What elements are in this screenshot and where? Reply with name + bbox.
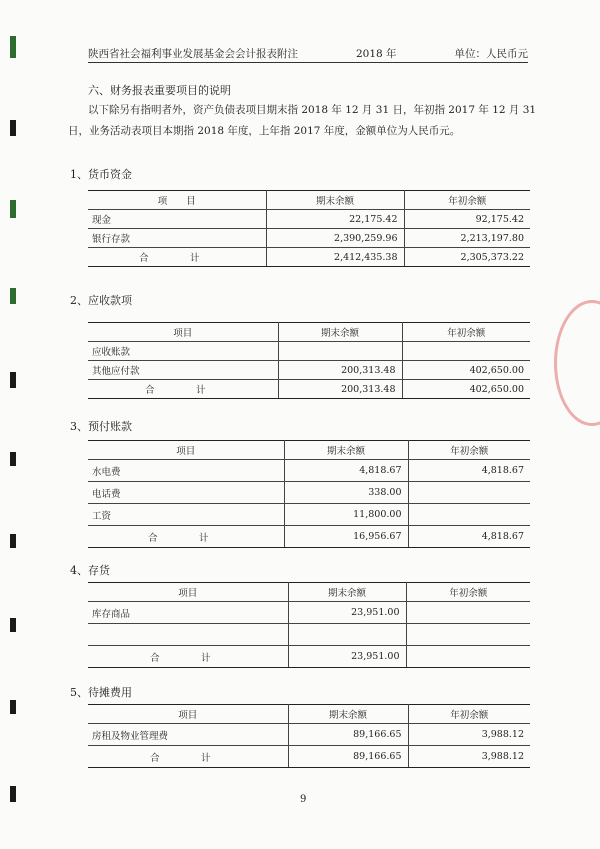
opening-balance: 92,175.42: [404, 210, 530, 229]
cash-table: [88, 190, 530, 267]
col-header: 期末余额: [266, 191, 404, 210]
row-label: 银行存款: [88, 229, 266, 248]
row-label: 工资: [88, 504, 284, 526]
prepayments-table: [88, 440, 530, 548]
page-header: [88, 46, 528, 63]
binder-mark: [10, 786, 16, 802]
binder-mark: [10, 200, 16, 218]
opening-balance: [408, 482, 530, 504]
deferred-table: [88, 704, 530, 768]
col-header: 期末余额: [288, 583, 406, 602]
total-label: 合 计: [88, 380, 278, 399]
intro-paragraph: 以下除另有指明者外，资产负债表项目期末指 2018 年 12 月 31 日，年初指 2017 年 12 月 31 日，业务活动表项目本期指 2018 年度，上年指 2017 年度，金额单位为人民币元。: [68, 104, 537, 137]
table-row: [88, 229, 530, 248]
col-header: 年初余额: [408, 705, 530, 724]
total-ending: 2,412,435.38: [266, 248, 404, 267]
total-row: [88, 380, 530, 399]
total-row: [88, 526, 530, 548]
table-header-row: [88, 323, 530, 342]
currency-unit: 单位：人民币元: [454, 48, 528, 60]
row-label: 其他应付款: [88, 361, 278, 380]
table-header-row: [88, 191, 530, 210]
row-label: 电话费: [88, 482, 284, 504]
total-label: 合 计: [88, 248, 266, 267]
page-number: 9: [300, 794, 307, 805]
table-row: [88, 210, 530, 229]
inventory-table: [88, 582, 530, 668]
opening-balance: 2,213,197.80: [404, 229, 530, 248]
total-opening: 2,305,373.22: [404, 248, 530, 267]
total-opening: 402,650.00: [402, 380, 530, 399]
row-label: [88, 624, 288, 646]
table-row: [88, 342, 530, 361]
total-ending: 89,166.65: [288, 746, 408, 768]
row-label: 应收账款: [88, 342, 278, 361]
col-header: 项目: [88, 583, 288, 602]
table-row: [88, 602, 530, 624]
binder-mark: [10, 618, 16, 632]
total-row: [88, 746, 530, 768]
table-header-row: [88, 583, 530, 602]
ending-balance: 2,390,259.96: [266, 229, 404, 248]
prepayments-title: 3、预付账款: [70, 420, 132, 433]
ending-balance: 11,800.00: [284, 504, 408, 526]
col-header: 年初余额: [406, 583, 530, 602]
binder-mark: [10, 288, 16, 304]
table-row: [88, 504, 530, 526]
total-label: 合 计: [88, 746, 288, 768]
opening-balance: [406, 624, 530, 646]
col-header: 项目: [88, 705, 288, 724]
col-header: 期末余额: [278, 323, 402, 342]
table-row: [88, 724, 530, 746]
binder-mark: [10, 534, 16, 548]
total-opening: 4,818.67: [408, 526, 530, 548]
col-header: 项目: [88, 323, 278, 342]
ending-balance: 200,313.48: [278, 361, 402, 380]
report-year: 2018 年: [356, 48, 397, 60]
col-header: 年初余额: [402, 323, 530, 342]
col-header: 期末余额: [288, 705, 408, 724]
table-row: [88, 482, 530, 504]
section-heading: 六、财务报表重要项目的说明: [88, 84, 231, 97]
opening-balance: 4,818.67: [408, 460, 530, 482]
total-row: [88, 248, 530, 267]
row-label: 水电费: [88, 460, 284, 482]
binder-mark: [10, 700, 16, 714]
total-opening: 3,988.12: [408, 746, 530, 768]
binder-mark: [10, 452, 16, 466]
total-ending: 16,956.67: [284, 526, 408, 548]
total-label: 合 计: [88, 646, 288, 668]
red-seal-stamp: [554, 300, 600, 426]
row-label: 房租及物业管理费: [88, 724, 288, 746]
col-header: 年初余额: [408, 441, 530, 460]
receivables-title: 2、应收款项: [70, 294, 132, 307]
ending-balance: [288, 624, 406, 646]
ending-balance: 338.00: [284, 482, 408, 504]
table-row: [88, 361, 530, 380]
table-row: [88, 460, 530, 482]
total-ending: 200,313.48: [278, 380, 402, 399]
total-ending: 23,951.00: [288, 646, 406, 668]
col-header: 年初余额: [404, 191, 530, 210]
binder-mark: [10, 120, 16, 136]
opening-balance: [408, 504, 530, 526]
total-opening: [406, 646, 530, 668]
col-header: 项目: [88, 441, 284, 460]
deferred-title: 5、待摊费用: [70, 686, 132, 699]
row-label: 库存商品: [88, 602, 288, 624]
opening-balance: 3,988.12: [408, 724, 530, 746]
row-label: 现金: [88, 210, 266, 229]
ending-balance: [278, 342, 402, 361]
ending-balance: 23,951.00: [288, 602, 406, 624]
cash-title: 1、货币资金: [70, 168, 132, 181]
binder-mark: [10, 372, 16, 388]
receivables-table: [88, 322, 530, 399]
total-label: 合 计: [88, 526, 284, 548]
ending-balance: 4,818.67: [284, 460, 408, 482]
opening-balance: 402,650.00: [402, 361, 530, 380]
opening-balance: [406, 602, 530, 624]
table-header-row: [88, 441, 530, 460]
col-header: 期末余额: [284, 441, 408, 460]
total-row: [88, 646, 530, 668]
table-header-row: [88, 705, 530, 724]
report-title: 陕西省社会福利事业发展基金会会计报表附注: [88, 48, 298, 60]
binder-mark: [10, 36, 16, 58]
ending-balance: 89,166.65: [288, 724, 408, 746]
col-header: 项 目: [88, 191, 266, 210]
opening-balance: [402, 342, 530, 361]
ending-balance: 22,175.42: [266, 210, 404, 229]
table-row: [88, 624, 530, 646]
inventory-title: 4、存货: [70, 564, 110, 577]
